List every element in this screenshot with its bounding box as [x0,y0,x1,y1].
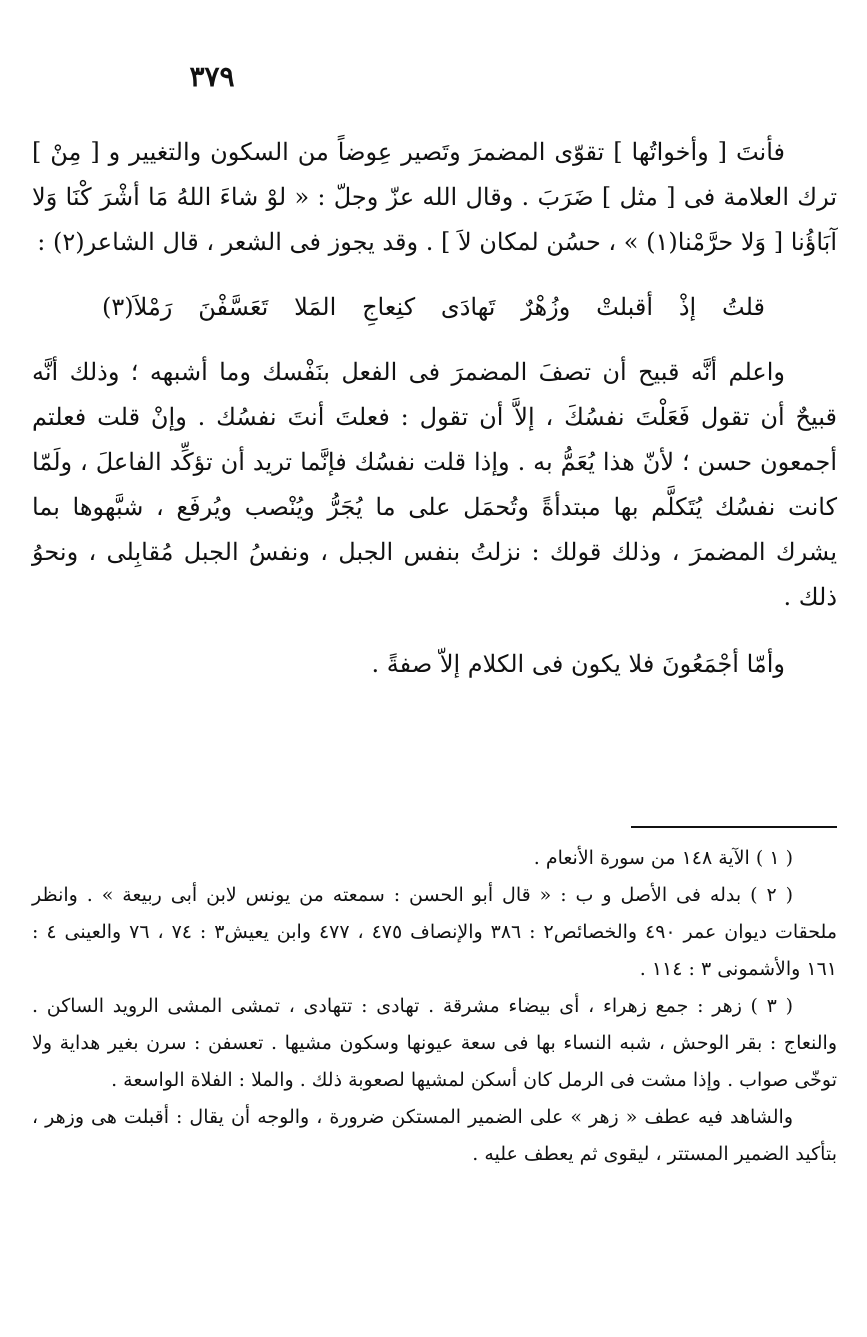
footnote-1: ( ١ ) الآية ١٤٨ من سورة الأنعام . [533,847,793,869]
footnote-divider [631,826,837,828]
footnote-3-continuation: والشاهد فيه عطف « زهر » على الضمير المستكن ضرورة ، والوجه أن يقال : أقبلت هى وزهر ، بتأكيد الضمير المستتر ، ليقوى ثم يعطف عليه . [32,1106,837,1165]
paragraph-3: وأمّا أجْمَعُونَ فلا يكون فى الكلام إلاّ صفةً . [371,650,785,678]
footnote-3: ( ٣ ) زهر : جمع زهراء ، أى بيضاء مشرقة . تهادى : تتهادى ، تمشى المشى الرويد الساكن . والنعاج : بقر الوحش ، شبه النساء بها فى سعة عيونها وسكون مشيها . تعسفن : سرن بغير هداية ولا توخّى صواب . وإذا مشت فى الرمل كان أسكن لمشيها لصعوبة ذلك . والملا : الفلاة الواسعة . [32,995,837,1091]
footnote-2: ( ٢ ) بدله فى الأصل و ب : « قال أبو الحسن : سمعته من يونس لابن أبى ربيعة » . وانظر ملحقات ديوان عمر ٤٩٠ والخصائص٢ : ٣٨٦ والإنصاف ٤٧٥ ، ٤٧٧ وابن يعيش٣ : ٧٤ ، ٧٦ والعينى ٤ : ١٦١ والأشمونى ٣ : ١١٤ . [32,884,838,980]
footnotes [32,840,837,1173]
paragraph-1: فأنتَ [ وأخواتُها ] تقوّى المضمرَ وتَصير عِوضاً من السكون والتغيير و [ مِنْ ] ترك العلامة فى [ مثل ] ضَرَبَ . وقال الله عزّ وجلّ : « لوْ شاءَ اللهُ مَا أشْرَ كْنَا وَلا آبَاؤُنا [ وَلا حرَّمْنا(١) » ، حسُن لمكان لاَ ] . وقد يجوز فى الشعر ، قال الشاعر(٢) : [32,138,837,256]
main-text [32,130,837,687]
paragraph-2: واعلم أنَّه قبيح أن تصفَ المضمرَ فى الفعل بنَفْسك وما أشبهه ؛ وذلك أنَّه قبيحٌ أن تقول فَعَلْتَ نفسُكَ ، إلاَّ أن تقول : فعلتَ أنتَ نفسُك . وإنْ قلت فعلتم أجمعون حسن ؛ لأنّ هذا يُعَمُّ به . وإذا قلت نفسُك فإنَّما تريد أن تؤكِّد الفاعلَ ، ولَمّا كانت نفسُك يُتَكلَّم بها مبتدأةً وتُحمَل على ما يُجَرُّ ويُنْصب ويُرفَع ، شبَّهوها بما يشرك المضمرَ ، وذلك قولك : نزلتُ بنفس الجبل ، ونفسُ الجبل مُقابِلى ، ونحوُ ذلك . [32,358,837,611]
page-number: ٣٧٩ [189,60,235,93]
poetry-verse: قلتُ إذْ أقبلتْ وزُهْرٌ تَهادَى كنِعاجِ المَلا تَعَسَّفْنَ رَمْلاَ(٣) [102,293,765,321]
